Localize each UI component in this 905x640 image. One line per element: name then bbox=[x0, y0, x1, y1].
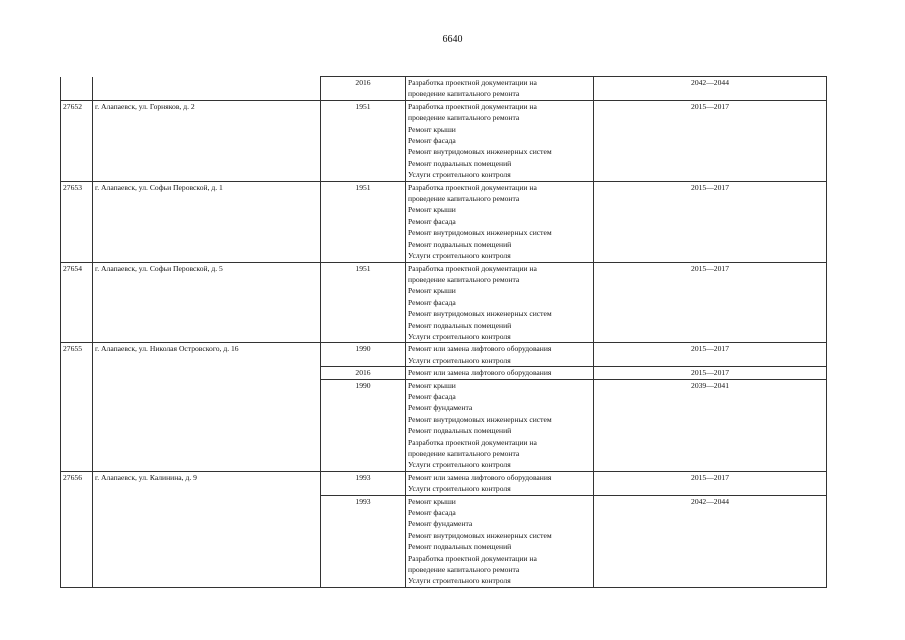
period-cell: 2015—2017 bbox=[594, 181, 827, 262]
work-item: Услуги строительного контроля bbox=[408, 355, 511, 365]
work-item: Ремонт подвальных помещений bbox=[408, 239, 512, 249]
work-item: Ремонт крыши bbox=[408, 286, 456, 296]
works-cell bbox=[406, 262, 594, 343]
work-item: Ремонт фасада bbox=[408, 297, 456, 307]
work-item: Ремонт крыши bbox=[408, 205, 456, 215]
work-item: Ремонт внутридомовых инженерных систем bbox=[408, 530, 552, 540]
work-item: Ремонт подвальных помещений bbox=[408, 158, 512, 168]
work-item: Ремонт подвальных помещений bbox=[408, 542, 512, 552]
address-cell: г. Алапаевск, ул. Калинина, д. 9 bbox=[93, 471, 321, 587]
work-item: Ремонт фасада bbox=[408, 508, 456, 518]
year-cell: 2016 bbox=[321, 77, 406, 101]
work-item: Услуги строительного контроля bbox=[408, 251, 511, 261]
work-item: Разработка проектной документации на bbox=[408, 437, 537, 447]
table-row bbox=[61, 262, 827, 343]
works-cell bbox=[406, 471, 594, 495]
work-item: Ремонт внутридомовых инженерных систем bbox=[408, 147, 552, 157]
work-item: Разработка проектной документации на bbox=[408, 78, 537, 87]
address-cell: г. Алапаевск, ул. Софьи Перовской, д. 5 bbox=[93, 262, 321, 343]
work-item: Услуги строительного контроля bbox=[408, 331, 511, 341]
house-id-cell: 27652 bbox=[61, 100, 93, 181]
work-item: проведение капитального ремонта bbox=[408, 449, 520, 458]
period-cell: 2039—2041 bbox=[594, 379, 827, 471]
table-body bbox=[61, 77, 827, 588]
work-item: Ремонт фундамента bbox=[408, 519, 473, 529]
work-item: Услуги строительного контроля bbox=[408, 576, 511, 586]
year-cell: 1990 bbox=[321, 379, 406, 471]
works-cell bbox=[406, 181, 594, 262]
work-item: Разработка проектной документации на bbox=[408, 263, 537, 273]
period-cell: 2015—2017 bbox=[594, 343, 827, 367]
works-cell bbox=[406, 77, 594, 101]
address-cell: г. Алапаевск, ул. Николая Островского, д. 16 bbox=[93, 343, 321, 471]
work-item: Услуги строительного контроля bbox=[408, 484, 511, 494]
work-item: проведение капитального ремонта bbox=[408, 194, 520, 204]
work-item: проведение капитального ремонта bbox=[408, 89, 520, 99]
work-item: Ремонт крыши bbox=[408, 380, 456, 390]
house-id-cell: 27654 bbox=[61, 262, 93, 343]
work-item: Ремонт внутридомовых инженерных систем bbox=[408, 414, 552, 424]
year-cell: 1993 bbox=[321, 471, 406, 495]
table-row bbox=[61, 343, 827, 367]
year-cell: 2016 bbox=[321, 367, 406, 379]
address-cell bbox=[93, 77, 321, 101]
table-row bbox=[61, 100, 827, 181]
work-item: Ремонт крыши bbox=[408, 124, 456, 134]
page-number: 6640 bbox=[442, 34, 463, 45]
capital-repair-table bbox=[60, 76, 827, 588]
work-item: Ремонт внутридомовых инженерных систем bbox=[408, 228, 552, 238]
table-row bbox=[61, 471, 827, 495]
work-item: Ремонт фасада bbox=[408, 391, 456, 401]
works-cell bbox=[406, 343, 594, 367]
work-item: Ремонт фасада bbox=[408, 216, 456, 226]
work-item: проведение капитального ремонта bbox=[408, 565, 520, 575]
table-row bbox=[61, 77, 827, 101]
works-cell bbox=[406, 379, 594, 471]
year-cell: 1951 bbox=[321, 262, 406, 343]
work-item: Ремонт фасада bbox=[408, 136, 456, 146]
period-cell: 2015—2017 bbox=[594, 471, 827, 495]
table-row bbox=[61, 181, 827, 262]
work-item: Услуги строительного контроля bbox=[408, 460, 511, 470]
work-item: Разработка проектной документации на bbox=[408, 553, 537, 563]
work-item: Ремонт или замена лифтового оборудования bbox=[408, 472, 552, 482]
work-item: проведение капитального ремонта bbox=[408, 113, 520, 123]
works-cell bbox=[406, 495, 594, 587]
works-cell bbox=[406, 367, 594, 379]
period-cell: 2015—2017 bbox=[594, 367, 827, 379]
year-cell: 1993 bbox=[321, 495, 406, 587]
work-item: Ремонт внутридомовых инженерных систем bbox=[408, 309, 552, 319]
year-cell: 1990 bbox=[321, 343, 406, 367]
work-item: Разработка проектной документации на bbox=[408, 101, 537, 111]
work-item: Ремонт или замена лифтового оборудования bbox=[408, 344, 552, 354]
year-cell: 1951 bbox=[321, 181, 406, 262]
period-cell: 2015—2017 bbox=[594, 262, 827, 343]
house-id-cell: 27656 bbox=[61, 471, 93, 587]
year-cell: 1951 bbox=[321, 100, 406, 181]
work-item: Услуги строительного контроля bbox=[408, 170, 511, 180]
works-cell bbox=[406, 100, 594, 181]
work-item: Ремонт подвальных помещений bbox=[408, 426, 512, 436]
address-cell: г. Алапаевск, ул. Горняков, д. 2 bbox=[93, 100, 321, 181]
house-id-cell: 27653 bbox=[61, 181, 93, 262]
address-cell: г. Алапаевск, ул. Софьи Перовской, д. 1 bbox=[93, 181, 321, 262]
period-cell: 2042—2044 bbox=[594, 495, 827, 587]
work-item: Ремонт фундамента bbox=[408, 403, 473, 413]
house-id-cell: 27655 bbox=[61, 343, 93, 471]
work-item: проведение капитального ремонта bbox=[408, 274, 520, 284]
period-cell: 2015—2017 bbox=[594, 100, 827, 181]
work-item: Ремонт или замена лифтового оборудования bbox=[408, 368, 552, 378]
house-id-cell bbox=[61, 77, 93, 101]
work-item: Ремонт крыши bbox=[408, 496, 456, 506]
work-item: Ремонт подвальных помещений bbox=[408, 320, 512, 330]
period-cell: 2042—2044 bbox=[594, 77, 827, 101]
work-item: Разработка проектной документации на bbox=[408, 182, 537, 192]
